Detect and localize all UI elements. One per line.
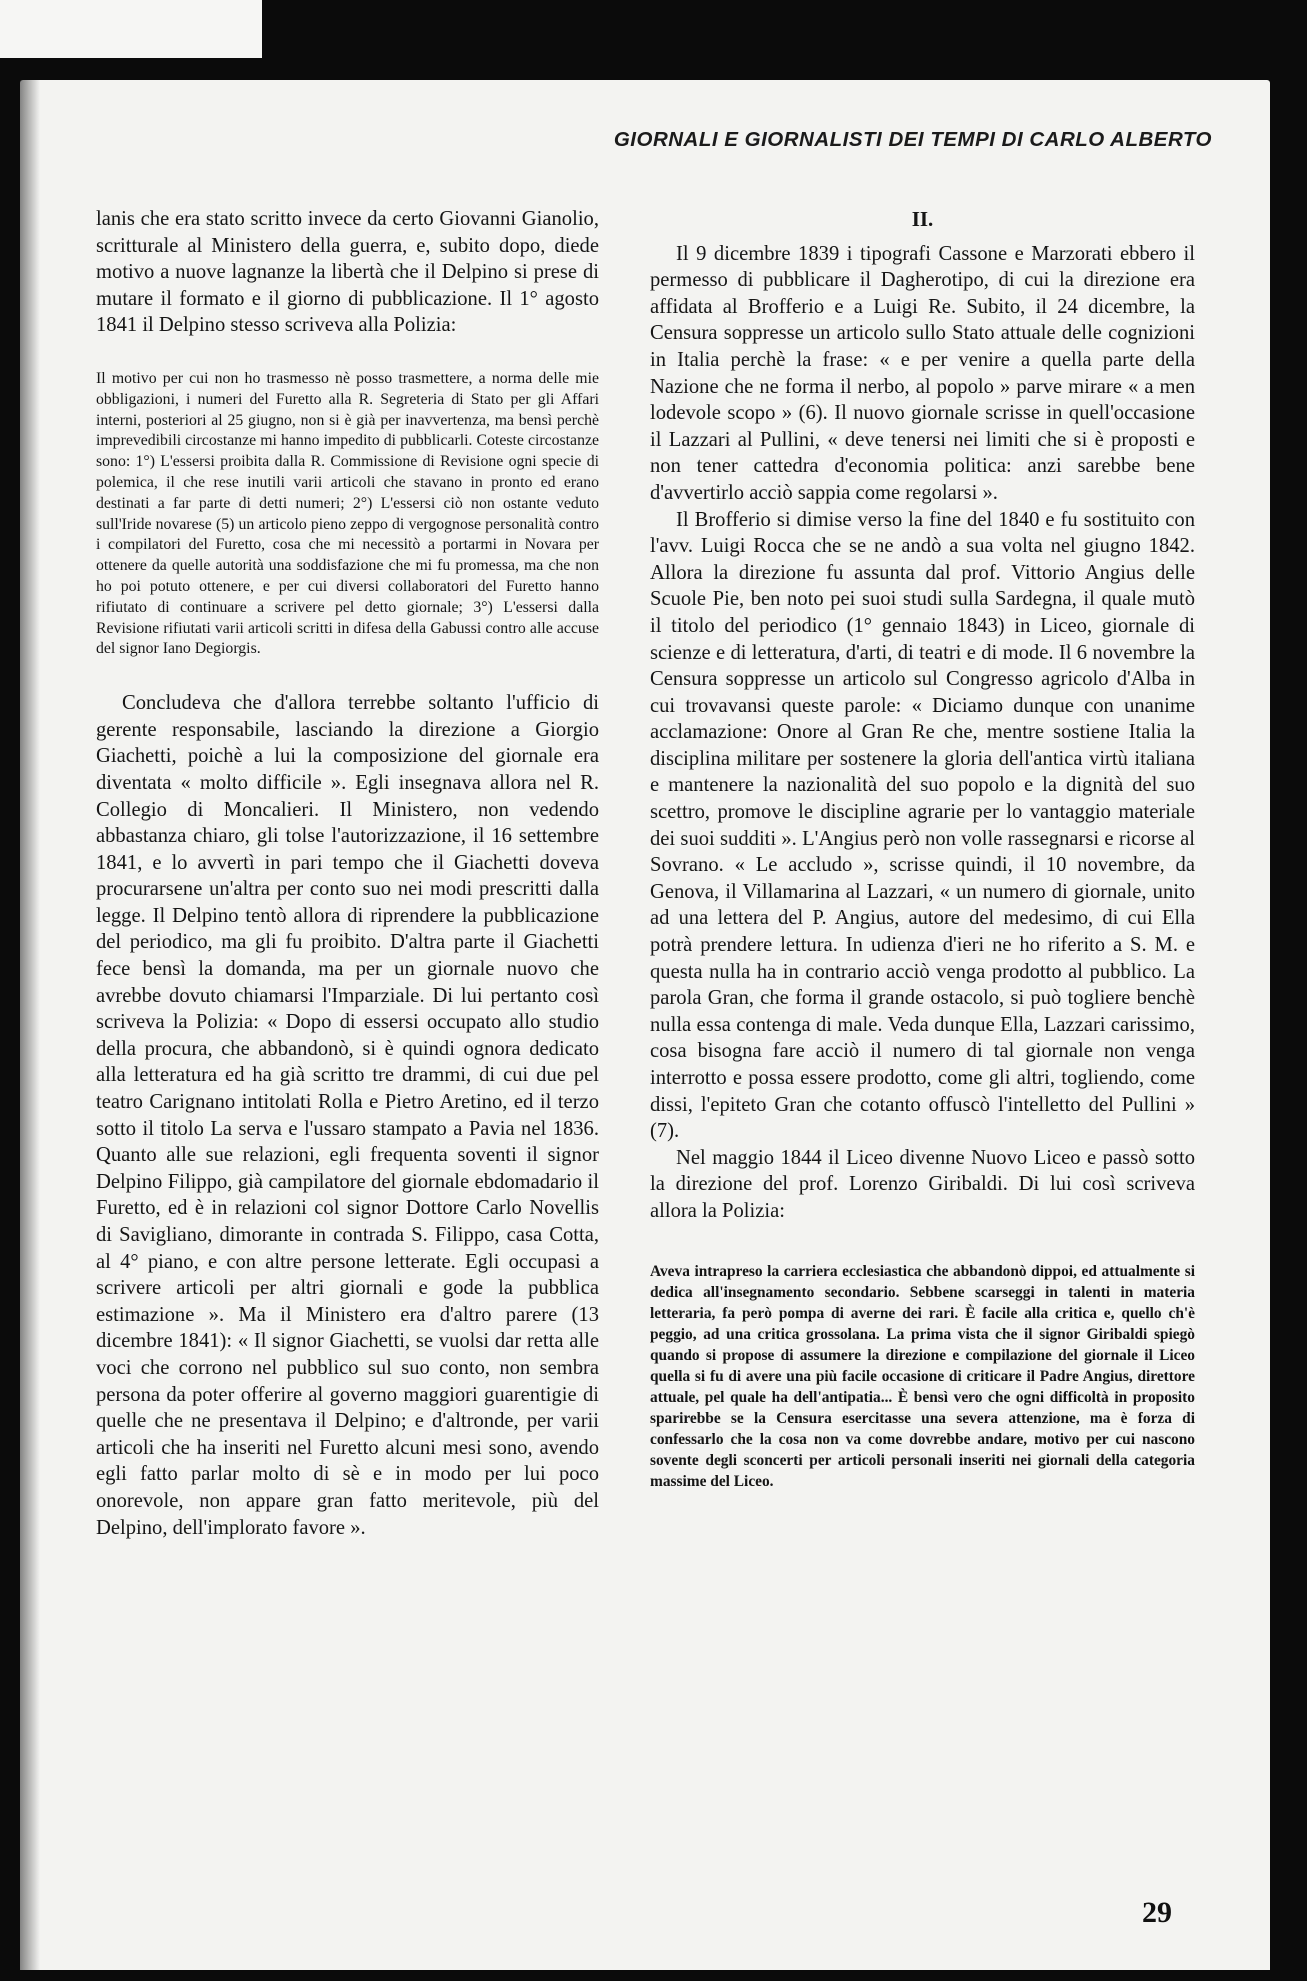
page-number: 29 [1142, 1896, 1172, 1929]
scan-border-strip [0, 0, 262, 58]
right-block-quote: Aveva intrapreso la carriera ecclesiastica che abbandonò dippoi, ed attualmente si dedica all'insegnamento secondario. Sebbene scarseggi in talenti in materia letteraria, fa però pompa di averne dei rari. È facile alla critica e, quello ch'è peggio, ad una critica grossolana. La prima vista che il signor Giribaldi spiegò quando si propose di assumere la direzione e compilazione del giornale il Liceo quella si fu di avere una più facile occasione di criticare il Padre Angius, direttore attuale, pel quale ha dell'antipatia... È bensì vero che ogni difficoltà in proposito sparirebbe se la Censura esercitasse una severa attenzione, ma è forza di confessarlo che la cosa non va come dovrebbe andare, motivo per cui nascono sovente degli sconcerti per articoli personali inseriti nei giornali della categoria massime del Liceo. [650, 1262, 1195, 1490]
left-column [96, 206, 599, 1541]
right-paragraph-3: Nel maggio 1844 il Liceo divenne Nuovo Liceo e passò sotto la direzione del prof. Lorenzo Giribaldi. Di lui così scriveva allora la Polizia: [650, 1146, 1195, 1222]
section-number: II. [911, 207, 934, 231]
book-page [20, 80, 1270, 1970]
page-gutter-shadow [20, 80, 40, 1970]
left-block-quote: Il motivo per cui non ho trasmesso nè posso trasmettere, a norma delle mie obbligazioni, i numeri del Furetto alla R. Segreteria di Stato per gli Affari interni, posteriori al 25 giugno, non si è già per inavvertenza, ma bensì perchè imprevedibili circostanze mi hanno impedito di pubblicarli. Coteste circostanze sono: 1°) L'essersi proibita dalla R. Commissione di Revisione ogni specie di polemica, il che rese inutili varii articoli che stavano in pronto ed erano destinati a far parte di detti numeri; 2°) L'essersi ciò non ostante veduto sull'Iride novarese (5) un articolo pieno zeppo di vergognose personalità contro i compilatori del Furetto, cosa che mi necessitò a portarmi in Novara per ottenere da quelle autorità una soddisfazione che mi fu promessa, ma che non ho poi potuto ottenere, e per cui diversi collaboratori del Furetto hanno rifiutato di continuare a scrivere pel detto giornale; 3°) L'essersi dalla Revisione rifiutati varii articoli scritti in difesa della Gabussi contro alle accuse del signor Iano Degiorgis. [96, 369, 599, 658]
running-head: GIORNALI E GIORNALISTI DEI TEMPI DI CARLO ALBERTO [613, 128, 1212, 151]
left-paragraph-1: lanis che era stato scritto invece da certo Giovanni Gianolio, scritturale al Ministero della guerra, e, subito dopo, diede motivo a nuove lagnanze la libertà che il Delpino si prese di mutare il formato e il giorno di pubblicazione. Il 1° agosto 1841 il Delpino stesso scriveva alla Polizia: [96, 208, 599, 337]
right-paragraph-2: Il Brofferio si dimise verso la fine del 1840 e fu sostituito con l'avv. Luigi Rocca che se ne andò a sua volta nel giugno 1842. Allora la direzione fu assunta dal prof. Vittorio Angius delle Scuole Pie, ben noto pei suoi studi sulla Sardegna, il quale mutò il titolo del periodico (1° gennaio 1843) in Liceo, giornale di scienze e di letteratura, d'arti, di teatri e di mode. Il 6 novembre la Censura soppresse un articolo sul Congresso agricolo d'Alba in cui trovavansi queste parole: « Diciamo dunque con unanime acclamazione: Onore al Gran Re che, mentre sostiene Italia la disciplina militare per sostenere la gloria dell'antica virtù italiana e mantenere la nazionalità del suo popolo e la dignità del suo scettro, promove le discipline agrarie per lo vantaggio materiale dei suoi sudditi ». L'Angius però non volle rassegnarsi e ricorse al Sovrano. « Le accludo », scrisse quindi, il 10 novembre, da Genova, il Villamarina al Lazzari, « un numero di giornale, unito ad una lettera del P. Angius, autore del medesimo, di cui Ella potrà prendere lettura. In udienza d'ieri ne ho riferito a S. M. e questa nulla ha in contrario acciò venga prodotto al pubblico. La parola Gran, che forma il grande ostacolo, si può togliere benchè nulla essa contenga di male. Veda dunque Ella, Lazzari carissimo, cosa bisogna fare acciò il numero di tal giornale non venga interrotto e possa essere prodotto, come gli altri, togliendo, come dissi, l'epiteto Gran che cotanto offuscò l'intelletto del Pullini » (7). [650, 508, 1195, 1143]
right-paragraph-1: Il 9 dicembre 1839 i tipografi Cassone e Marzorati ebbero il permesso di pubblicare il Dagherotipo, di cui la direzione era affidata al Brofferio e a Luigi Re. Subito, il 24 dicembre, la Censura soppresse un articolo sullo Stato attuale delle cognizioni in Italia perchè la frase: « e per venire a quella parte della Nazione che ne forma il nerbo, al popolo » parve mirare « a men lodevole scopo » (6). Il nuovo giornale scrisse in quell'occasione il Lazzari al Pullini, « deve tenersi nei limiti che si è proposti e non tener cattedra d'economia politica: anzi sarebbe bene d'avvertirlo acciò sappia come regolarsi ». [650, 242, 1195, 504]
right-column [650, 206, 1195, 1522]
left-paragraph-2: Concludeva che d'allora terrebbe soltanto l'ufficio di gerente responsabile, lasciando la direzione a Giorgio Giachetti, poichè a lui la composizione del giornale era diventata « molto difficile ». Egli insegnava allora nel R. Collegio di Moncalieri. Il Ministero, non vedendo abbastanza chiaro, gli tolse l'autorizzazione, il 16 settembre 1841, e lo avvertì in pari tempo che il Giachetti doveva procurarsene un'altra per conto suo nei modi prescritti dalla legge. Il Delpino tentò allora di riprendere la pubblicazione del periodico, ma gli fu proibito. D'altra parte il Giachetti fece bensì la domanda, ma per un giornale nuovo che avrebbe dovuto chiamarsi l'Imparziale. Di lui pertanto così scriveva la Polizia: « Dopo di essersi occupato allo studio della procura, che abbandonò, si è quindi ognora dedicato alla letteratura ed ha già scritto tre drammi, di cui due pel teatro Carignano intitolati Rolla e Pietro Aretino, ed il terzo sotto il titolo La serva e l'ussaro stampato a Pavia nel 1836. Quanto alle sue relazioni, egli frequenta soventi il signor Delpino Filippo, già campilatore del giornale ebdomadario il Furetto, ed è in relazioni col signor Dottore Carlo Novellis di Savigliano, dimorante in contrada S. Filippo, casa Cotta, al 4° piano, e con altre persone letterate. Egli occupasi a scrivere articoli per altri giornali e gode la pubblica estimazione ». Ma il Ministero era d'altro parere (13 dicembre 1841): « Il signor Giachetti, se vuolsi dar retta alle voci che corrono nel pubblico sul suo conto, non sembra persona da poter offerire al governo maggiori guarentigie di quelle che ne presentava il Delpino; e d'altronde, per varii articoli che ha inseriti nel Furetto alcuni mesi sono, avendo egli fatto parlar molto di sè e in modo per lui poco onorevole, non appare gran fatto meritevole, più del Delpino, dell'implorato favore ». [96, 692, 599, 1539]
